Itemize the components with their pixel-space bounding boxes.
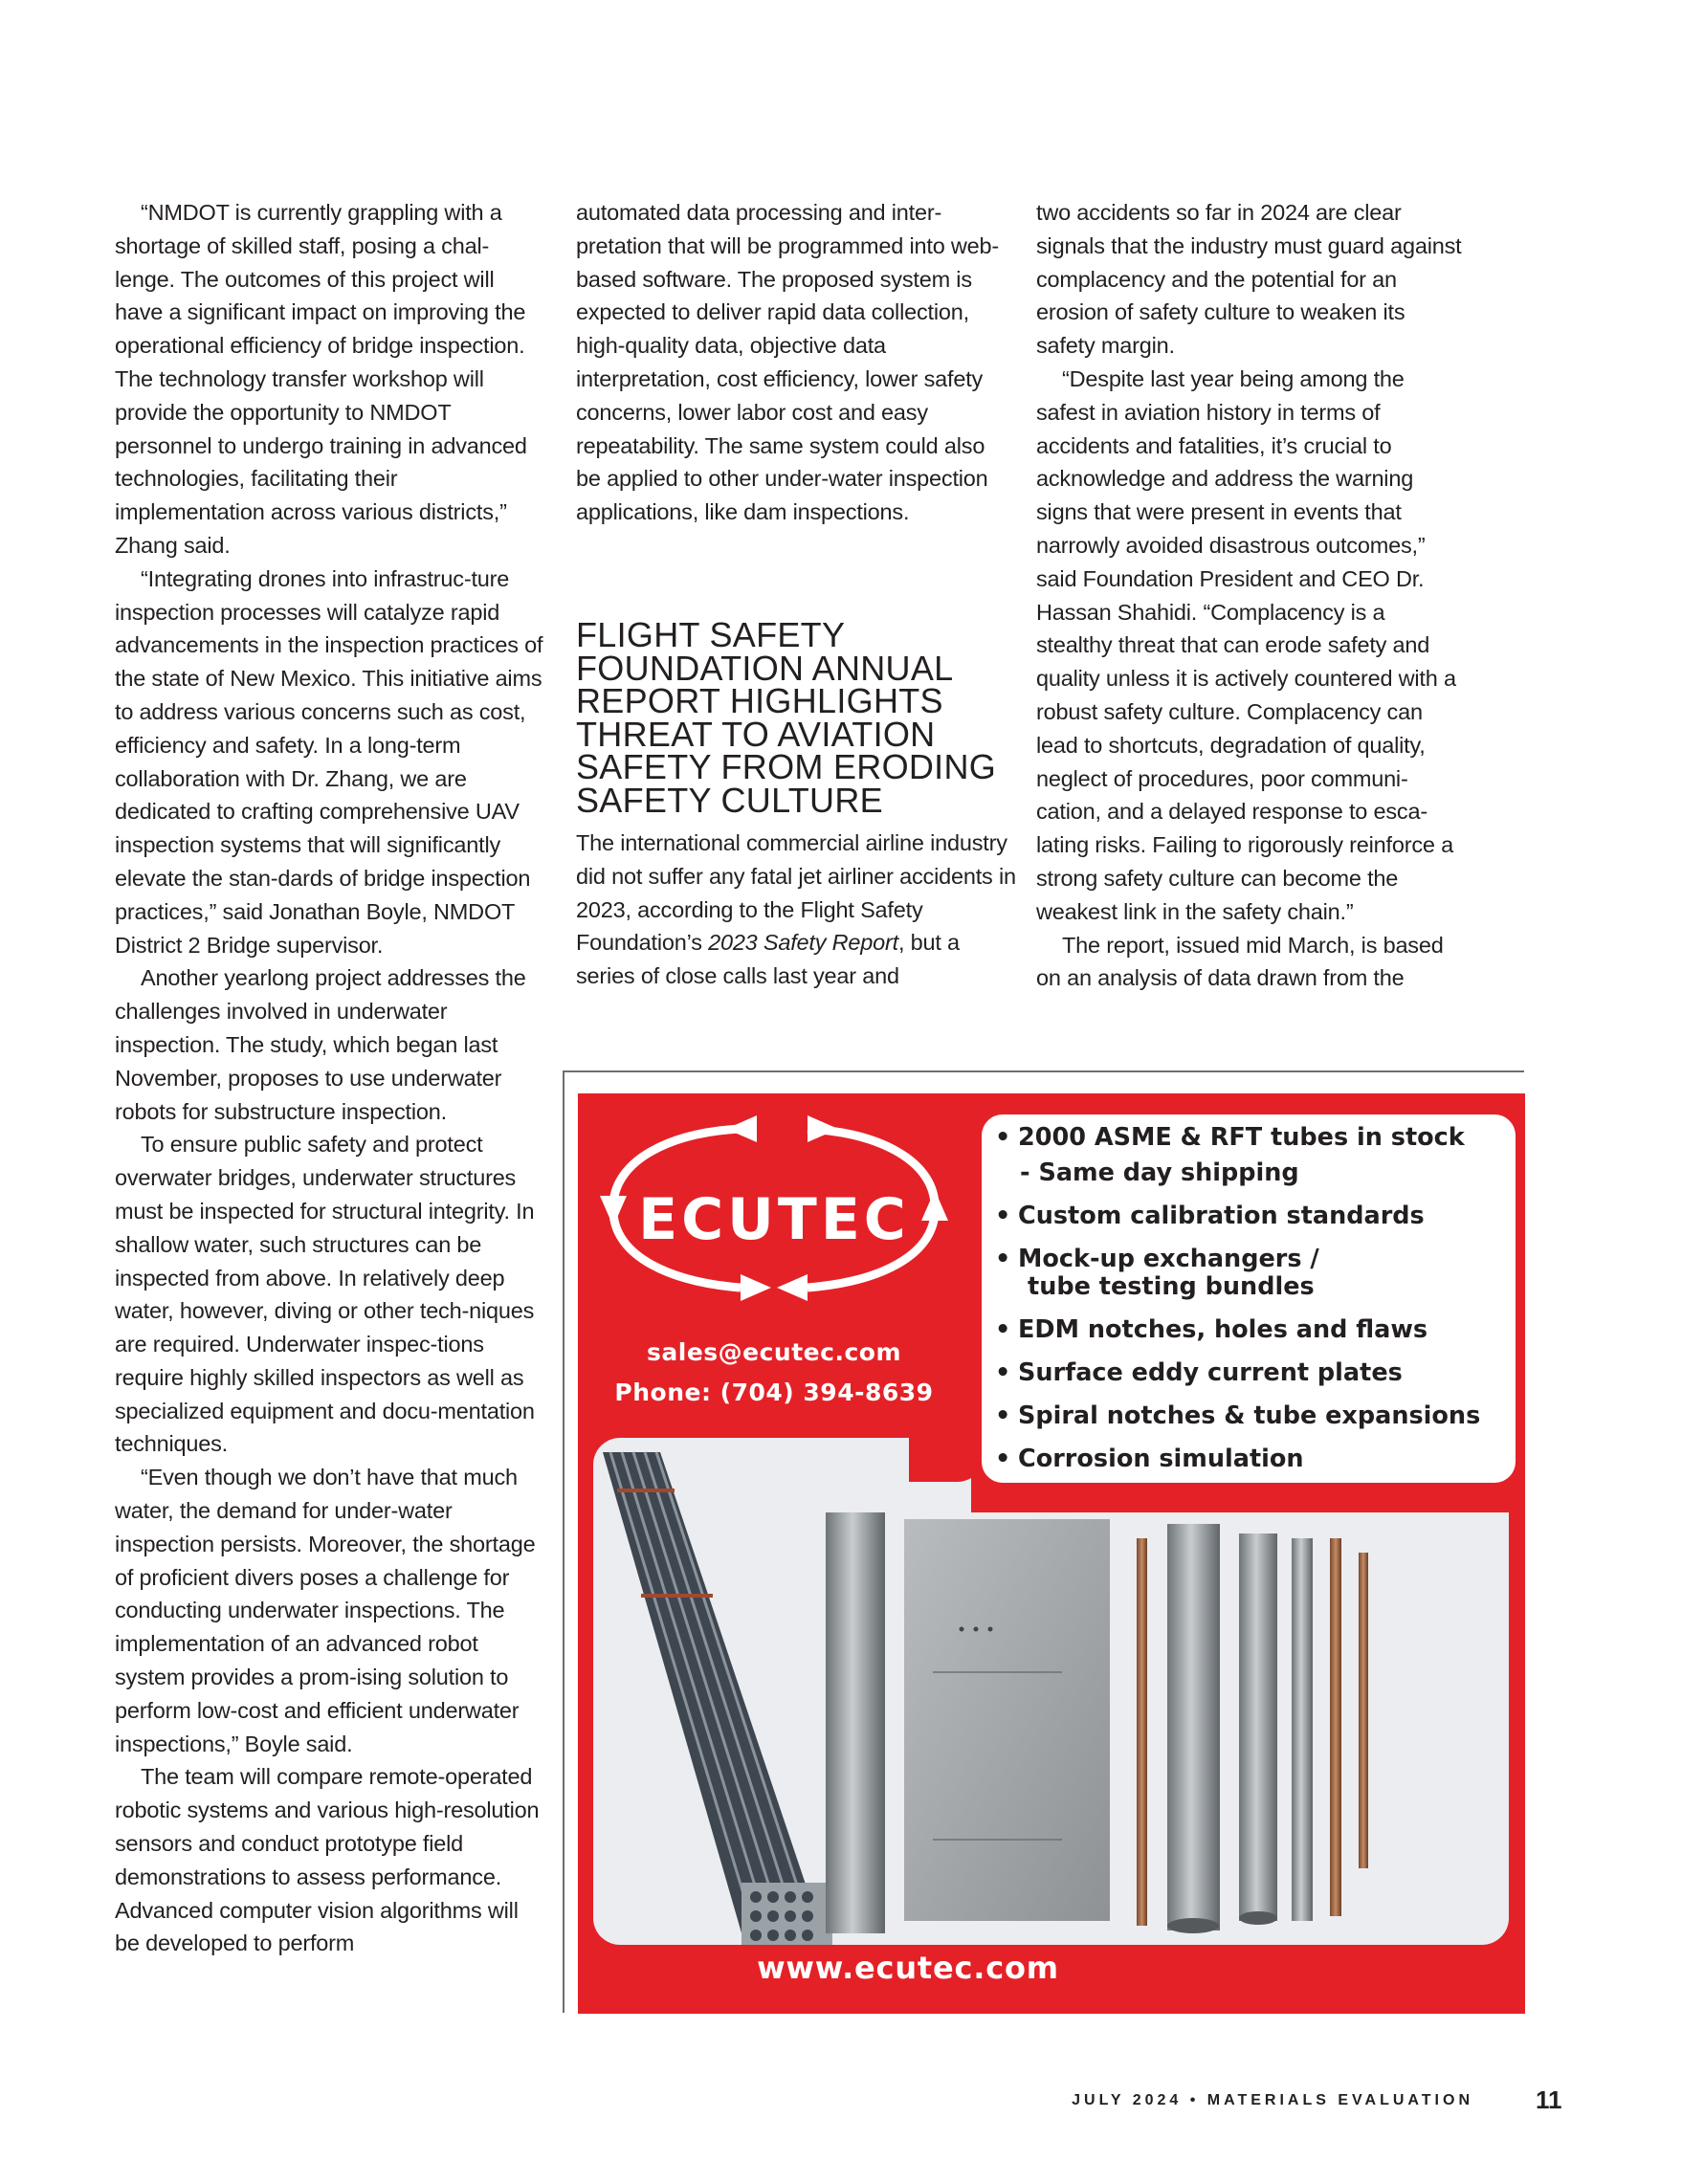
photo-cutout <box>909 1438 985 1482</box>
list-item: • EDM notches, holes and flaws <box>995 1315 1428 1344</box>
page-number: 11 <box>1536 2085 1562 2114</box>
ad-phone: Phone: (704) 394-8639 <box>614 1379 934 1406</box>
ecutec-logo <box>592 1108 956 1309</box>
article-column-1 <box>115 196 545 1960</box>
list-item: • Surface eddy current plates <box>995 1358 1403 1387</box>
report-title: 2023 Safety Report <box>708 930 898 956</box>
paragraph: two accidents so far in 2024 are clear signals that the industry must guard against complacency and the potential for an erosion of safety culture to weaken its safety margin. <box>1036 200 1462 359</box>
tube-bundle <box>603 1452 832 1945</box>
article-column-2 <box>576 196 1007 529</box>
paragraph: To ensure public safety and protect overwater bridges, underwater structures must be inspected for structural integrity. In shallow water, such structures can be inspected from above. In relatively deep water, however, diving or other tech-niques are required. Underwater inspec-tions require highly skilled inspectors as well as specialized equipment and docu-mentation techniques. <box>115 1132 535 1457</box>
page-footer-issue: JULY 2024 • MATERIALS EVALUATION <box>1072 2092 1473 2108</box>
ad-contact-block <box>597 1333 951 1413</box>
paragraph: Another yearlong project addresses the challenges involved in underwater inspection. The study, which began last November, proposes to use underwater robots for substructure inspection. <box>115 965 526 1124</box>
paragraph-text: The international commercial airline industry did not suffer any fatal jet airliner accidents in 2023, according to the Flight Safety Foundation’s <box>576 830 1016 956</box>
ad-border-left <box>563 1070 564 2013</box>
logo-wordmark: ECUTEC <box>638 1186 910 1253</box>
tube <box>1292 1538 1313 1921</box>
paragraph: “Despite last year being among the safest in aviation history in terms of accidents and fatalities, it’s crucial to acknowledge and address the warning signs that were present in events that narrowly avoided disastrous outcomes,” said Foundation President and CEO Dr. Hassan Shahidi. “Complacency is a stealthy threat that can erode safety and quality unless it is actively countered with a robust safety culture. Complacency can lead to shortcuts, degradation of quality, neglect of procedures, poor communi-cation, and a delayed response to esca-lating risks. Failing to rigorously reinforce a strong safety culture can become the weakest link in the safety chain.” <box>1036 365 1456 924</box>
tubes-and-plates-image <box>593 1438 1509 1945</box>
ad-feature-list <box>982 1114 1516 1483</box>
tube <box>1239 1533 1277 1921</box>
tube <box>1167 1524 1220 1930</box>
list-item-sub: - Same day shipping <box>1020 1158 1299 1187</box>
list-item: • 2000 ASME & RFT tubes in stock <box>995 1123 1465 1152</box>
calibration-plate <box>904 1519 1110 1921</box>
paragraph: The report, issued mid March, is based on an analysis of data drawn from the <box>1036 932 1444 991</box>
list-item: • Custom calibration standards <box>995 1202 1425 1230</box>
paragraph: The team will compare remote-operated robotic systems and various high-resolution sensors and conduct prototype field demonstrations to assess performance. Advanced computer vision algorithms will be developed to perform <box>115 1764 540 1956</box>
list-item: • Mock-up exchangers / <box>995 1245 1319 1273</box>
section-headline: FLIGHT SAFETY FOUNDATION ANNUAL REPORT HIGHLIGHTS THREAT TO AVIATION SAFETY FROM ERODING SAFETY CULTURE <box>576 615 997 820</box>
ad-website-link[interactable]: www.ecutec.com <box>757 1950 1059 1986</box>
paragraph: “NMDOT is currently grappling with a shortage of skilled staff, posing a chal-lenge. The outcomes of this project will have a significant impact on improving the operational efficiency of bridge inspection. The technology transfer workshop will provide the opportunity to NMDOT personnel to undergo training in advanced technologies, facilitating their implementation across various districts,” Zhang said. <box>115 200 527 558</box>
copper-tube <box>1137 1538 1147 1926</box>
ad-border-top <box>563 1070 1524 1072</box>
list-item: • Spiral notches & tube expansions <box>995 1401 1481 1430</box>
copper-tube <box>1359 1553 1368 1868</box>
paragraph: automated data processing and inter-pretation that will be programmed into web-based software. The proposed system is expected to deliver rapid data collection, high-quality data, objective data interpretation, cost efficiency, lower safety concerns, lower labor cost and easy repeatability. The same system could also be applied to other under-water inspection applications, like dam inspections. <box>576 200 1000 525</box>
ecutec-advertisement <box>578 1093 1525 2014</box>
copper-tube <box>1330 1538 1341 1916</box>
product-photo <box>593 1438 1509 1945</box>
list-item-sub: tube testing bundles <box>1028 1272 1315 1301</box>
list-item: • Corrosion simulation <box>995 1445 1304 1473</box>
article-column-3 <box>1036 196 1467 995</box>
paragraph: “Even though we don’t have that much water, the demand for under-water inspection persists. Moreover, the shortage of proficient divers poses a challenge for conducting underwater inspections. The implementation of an advanced robot system provides a prom-ising solution to perform low-cost and efficient underwater inspections,” Boyle said. <box>115 1465 536 1756</box>
paragraph-text: , but a series of close calls last year and <box>576 930 960 989</box>
paragraph <box>576 827 1016 993</box>
article-section-flight-safety <box>576 615 1016 993</box>
ad-email[interactable]: sales@ecutec.com <box>647 1338 901 1366</box>
tube <box>826 1512 885 1933</box>
paragraph: “Integrating drones into infrastruc-ture inspection processes will catalyze rapid advancements in the inspection practices of the state of New Mexico. This initiative aims to address various concerns such as cost, efficiency and safety. In a long-term collaboration with Dr. Zhang, we are dedicated to crafting comprehensive UAV inspection systems that will significantly elevate the stan-dards of bridge inspection practices,” said Jonathan Boyle, NMDOT District 2 Bridge supervisor. <box>115 565 543 958</box>
